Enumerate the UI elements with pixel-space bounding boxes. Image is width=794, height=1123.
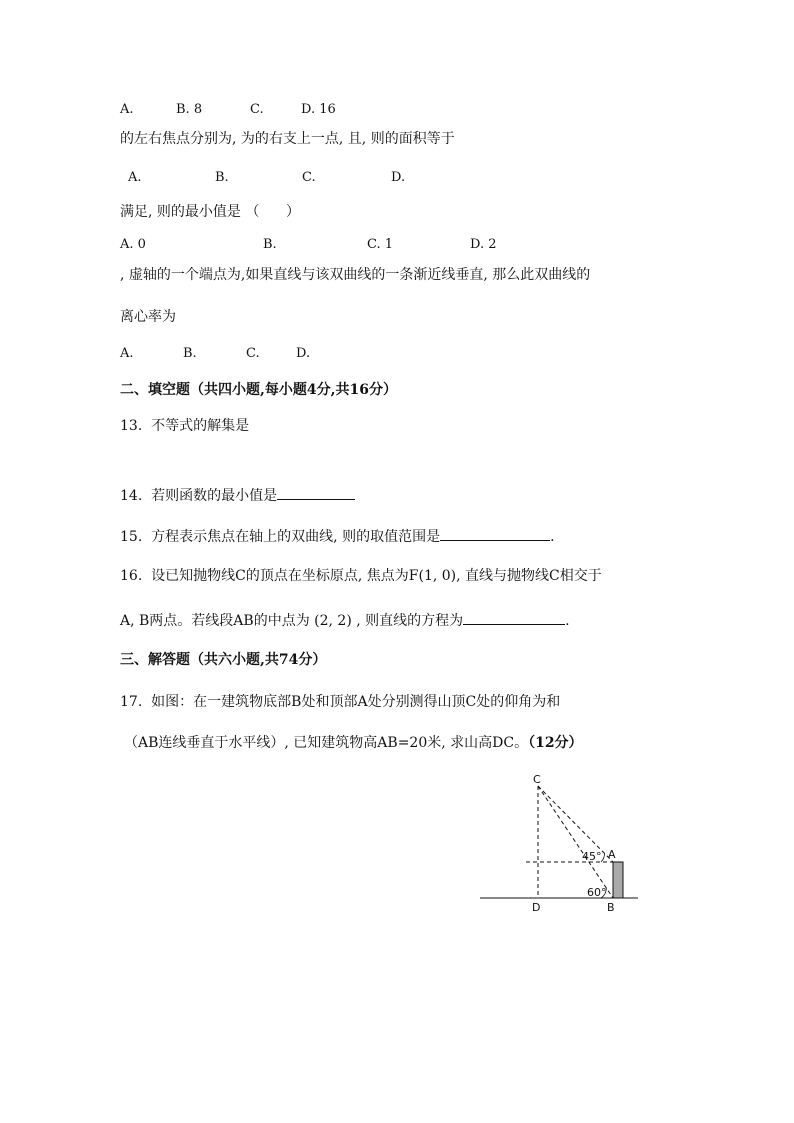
line-cb [538, 786, 613, 898]
q12b-stem-line1: , 虚轴的一个端点为,如果直线与该双曲线的一条渐近线垂直, 那么此双曲线的 [120, 267, 591, 283]
label-d: D [532, 901, 541, 914]
q11-stem: 的左右焦点分别为, 为的右支上一点, 且, 则的面积等于 [120, 131, 455, 147]
q11-option-b: B. [215, 170, 229, 185]
q16-line2-wrap [120, 610, 570, 630]
label-b: B [607, 901, 615, 914]
q10-option-a: A. [120, 102, 134, 117]
q16-tail: . [565, 613, 570, 629]
q12a-stem: 满足, 则的最小值是 （ ） [120, 204, 301, 220]
angle-label-b: 60° [587, 886, 607, 899]
q14-line [120, 485, 355, 505]
q12a-option-a: A. 0 [120, 237, 146, 252]
q17-geometry-figure [470, 768, 650, 918]
line-ca [538, 786, 613, 862]
q15-line [120, 526, 555, 546]
q17-line2: （AB连线垂直于水平线）, 已知建筑物高AB=20米, 求山高DC。 [124, 735, 529, 751]
q15-text: 15. 方程表示焦点在轴上的双曲线, 则的取值范围是 [120, 529, 441, 545]
q13-text: 13. 不等式的解集是 [120, 418, 250, 434]
q15-tail: . [550, 529, 555, 545]
q10-option-b: B. 8 [176, 102, 203, 117]
q12a-option-d: D. 2 [470, 237, 497, 252]
q14-text: 14. 若则函数的最小值是 [120, 488, 278, 504]
q12a-option-b: B. [263, 237, 277, 252]
q15-answer-blank[interactable] [440, 526, 550, 541]
section-2-title: 二、填空题（共四小题,每小题4分,共16分） [120, 382, 397, 398]
q10-option-d: D. 16 [301, 102, 336, 117]
q11-option-c: C. [302, 170, 316, 185]
q17-line1: 17. 如图：在一建筑物底部B处和顶部A处分别测得山顶C处的仰角为和 [120, 694, 561, 710]
q16-line1: 16. 设已知抛物线C的顶点在坐标原点, 焦点为F(1, 0), 直线与抛物线C相交于 [120, 568, 602, 584]
q12b-option-c: C. [246, 346, 260, 361]
q17-line2-wrap [124, 734, 583, 752]
q16-answer-blank[interactable] [463, 610, 565, 625]
q12a-option-c: C. 1 [367, 237, 394, 252]
angle-label-a: 45° [582, 850, 602, 863]
q14-answer-blank[interactable] [277, 485, 355, 500]
q11-option-a: A. [128, 170, 142, 185]
section-3-title: 三、解答题（共六小题,共74分） [120, 652, 327, 668]
q16-line2: A, B两点。若线段AB的中点为 (2, 2) , 则直线的方程为 [120, 613, 464, 629]
label-a: A [608, 848, 616, 861]
q12b-option-b: B. [183, 346, 197, 361]
angle-arc-a [601, 854, 605, 863]
q17-score: （12分） [528, 735, 583, 751]
label-c: C [533, 773, 541, 786]
q12b-option-d: D. [296, 346, 311, 361]
q11-option-d: D. [391, 170, 406, 185]
q12b-option-a: A. [120, 346, 134, 361]
q10-option-c: C. [250, 102, 264, 117]
building-ab [613, 862, 623, 898]
q12b-stem-line2: 离心率为 [120, 309, 176, 325]
